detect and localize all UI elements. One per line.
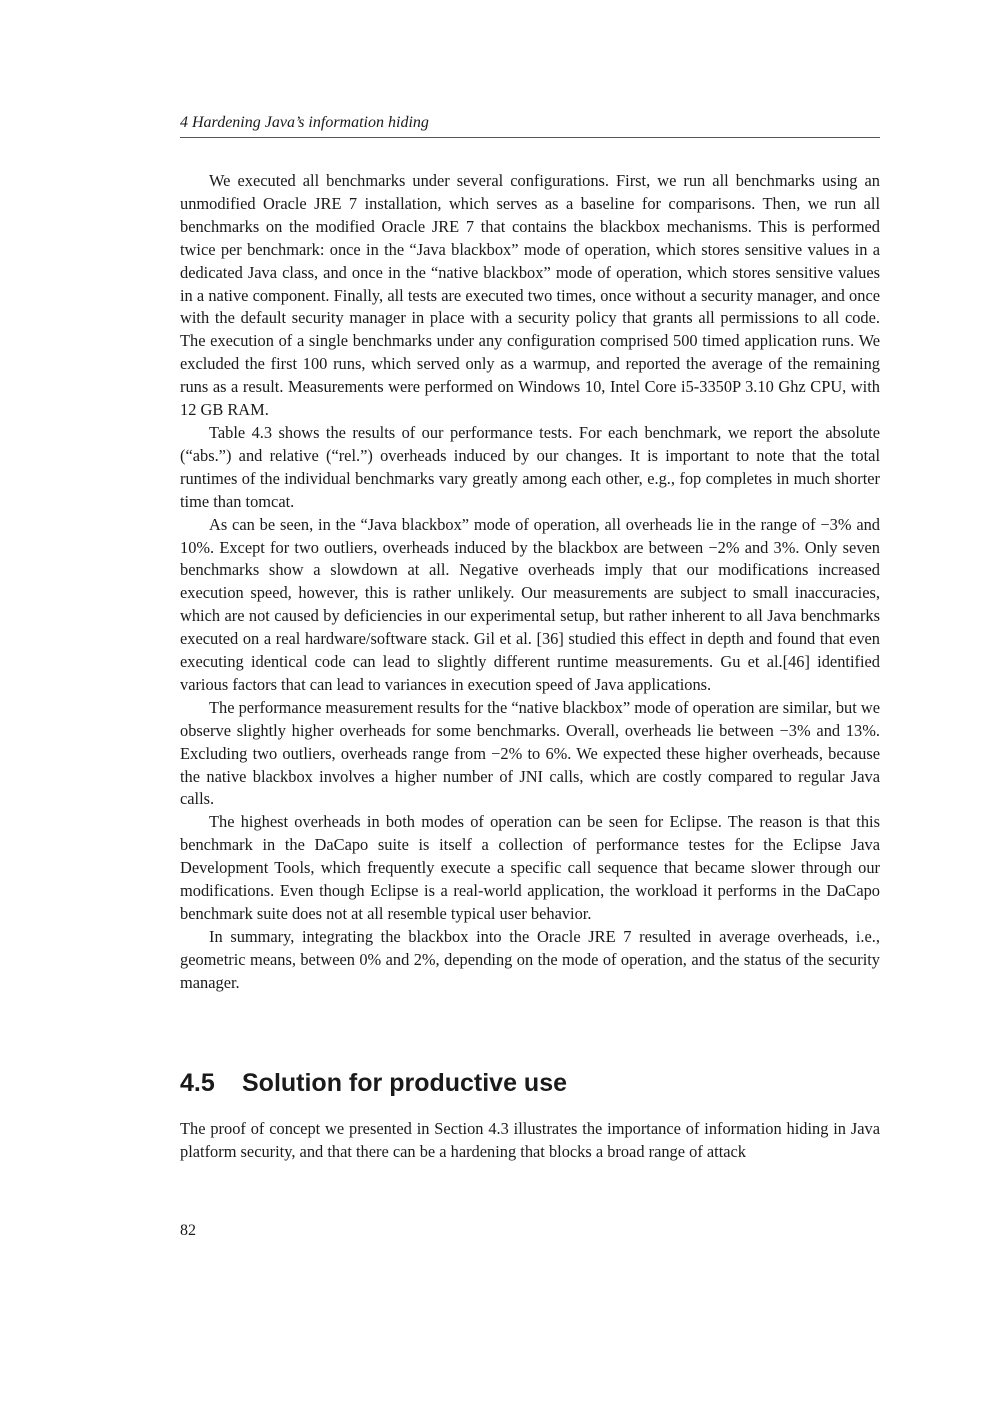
paragraph-proof-of-concept: The proof of concept we presented in Section 4.3 illustrates the importance of information hiding in Java platform security, and that there can be a hardening that blocks a broad range of attack: [180, 1119, 880, 1161]
paragraph-native-blackbox: The performance measurement results for the “native blackbox” mode of operation are similar, but we observe slightly higher overheads for some benchmarks. Overall, overheads lie between −3% and 13%. Excluding two outliers, overheads range from −2% to 6%. We expected these higher overheads, because the native blackbox involves a higher number of JNI calls, which are costly compared to regular Java calls.: [180, 697, 880, 809]
page-number: 82: [180, 1222, 196, 1239]
section-title: Solution for productive use: [242, 1069, 568, 1097]
paragraph-configurations: We executed all benchmarks under several configurations. First, we run all benchmarks using an unmodified Oracle JRE 7 installation, which serves as a baseline for comparisons. Then, we run all benchmarks on the modified Oracle JRE 7 that contains the blackbox mechanisms. This is performed twice per benchmark: once in the “Java blackbox” mode of operation, which stores sensitive values in a dedicated Java class, and once in the “native blackbox” mode of operation, which stores sensitive values in a native component. Finally, all tests are executed two times, once without a security manager, and once with the default security manager in place with a security policy that grants all permissions to all code. The execution of a single benchmarks under any configuration comprised 500 timed application runs. We excluded the first 100 runs, which served only as a warmup, and reported the average of the remaining runs as a result. Measurements were performed on Windows 10, Intel Core i5-3350P 3.10 Ghz CPU, with 12 GB RAM.: [180, 171, 880, 420]
paragraph-eclipse: The highest overheads in both modes of operation can be seen for Eclipse. The reason is that this benchmark in the DaCapo suite is itself a collection of performance testes for the Eclipse Java Development Tools, which frequently execute a specific call sequence that became slower through our modifications. Even though Eclipse is a real-world application, the workload it performs in the DaCapo benchmark suite does not at all resemble typical user behavior.: [180, 812, 880, 923]
paragraph-java-blackbox: As can be seen, in the “Java blackbox” mode of operation, all overheads lie in the range of −3% and 10%. Except for two outliers, overheads induced by the blackbox are between −2% and 3%. Only seven benchmarks show a slowdown at all. Negative overheads imply that our modifications increased execution speed, however, this is rather unlikely. Our measurements are subject to small inaccuracies, which are not caused by deficiencies in our experimental setup, but rather inherent to all Java benchmarks executed on a real hardware/software stack. Gil et al. [36] studied this effect in depth and found that even executing identical code can lead to slightly different runtime measurements. Gu et al.[46] identified various factors that can lead to variances in execution speed of Java applications.: [180, 514, 880, 694]
section-number: 4.5: [180, 1069, 215, 1097]
running-header: [180, 112, 880, 138]
section-text: [180, 1118, 880, 1164]
paragraph-table-results: Table 4.3 shows the results of our performance tests. For each benchmark, we report the absolute (“abs.”) and relative (“rel.”) overheads induced by our changes. It is important to note that the total runtimes of the individual benchmarks vary greatly among each other, e.g., fop completes in much shorter time than tomcat.: [180, 422, 880, 511]
body-text: [180, 170, 880, 995]
running-title: 4 Hardening Java’s information hiding: [180, 114, 429, 131]
section-heading: [180, 1066, 880, 1100]
paragraph-summary: In summary, integrating the blackbox into the Oracle JRE 7 resulted in average overheads, i.e., geometric means, between 0% and 2%, depending on the mode of operation, and the status of the security manager.: [180, 926, 880, 992]
